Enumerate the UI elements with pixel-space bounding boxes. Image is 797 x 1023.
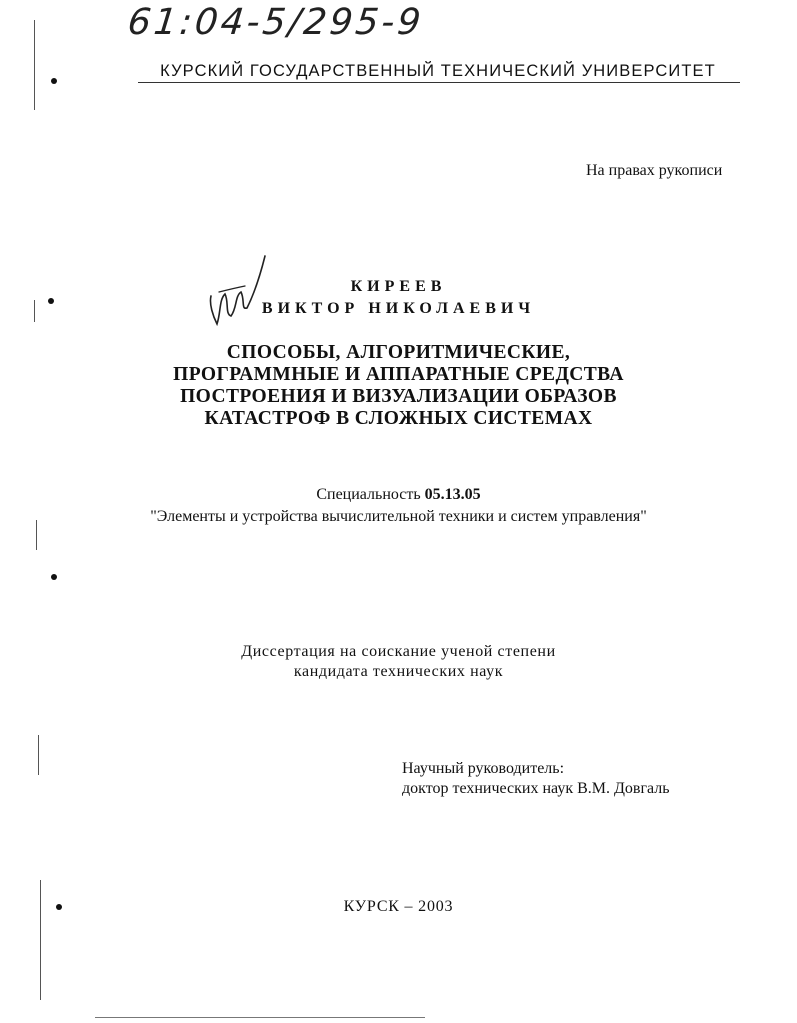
margin-line (40, 880, 41, 1000)
margin-line (38, 735, 39, 775)
margin-line (36, 520, 37, 550)
supervisor-label: Научный руководитель: (402, 760, 565, 777)
scan-edge-line (95, 1017, 425, 1018)
degree-level: кандидата технических наук (293, 663, 504, 680)
city-year: КУРСК – 2003 (343, 898, 454, 915)
author-surname: КИРЕЕВ (350, 278, 447, 295)
author-full-name: ВИКТОР НИКОЛАЕВИЧ (261, 300, 536, 317)
specialty-label: Специальность (316, 486, 421, 503)
title-line: ПОСТРОЕНИЯ И ВИЗУАЛИЗАЦИИ ОБРАЗОВ (180, 386, 617, 407)
binder-hole-mark (56, 904, 62, 910)
rights-note: На правах рукописи (586, 162, 723, 179)
margin-line (34, 300, 35, 322)
margin-line (34, 20, 35, 110)
supervisor-name: доктор технических наук В.М. Довгаль (402, 780, 670, 797)
specialty-code: 05.13.05 (424, 486, 481, 503)
handwritten-archive-code: 61:04-5/295-9 (125, 2, 426, 43)
binder-hole-mark (51, 78, 57, 84)
degree-statement: Диссертация на соискание ученой степени (241, 643, 556, 660)
title-line: СПОСОБЫ, АЛГОРИТМИЧЕСКИЕ, (226, 342, 571, 363)
header-divider (138, 82, 740, 83)
title-line: КАТАСТРОФ В СЛОЖНЫХ СИСТЕМАХ (204, 408, 593, 429)
title-line: ПРОГРАММНЫЕ И АППАРАТНЫЕ СРЕДСТВА (173, 364, 624, 385)
specialty-name: "Элементы и устройства вычислительной техники и систем управления" (150, 508, 647, 525)
dissertation-title (0, 342, 797, 430)
university-name: КУРСКИЙ ГОСУДАРСТВЕННЫЙ ТЕХНИЧЕСКИЙ УНИВЕРСИТЕТ (160, 62, 716, 80)
binder-hole-mark (48, 298, 54, 304)
specialty-line (0, 486, 797, 504)
binder-hole-mark (51, 574, 57, 580)
